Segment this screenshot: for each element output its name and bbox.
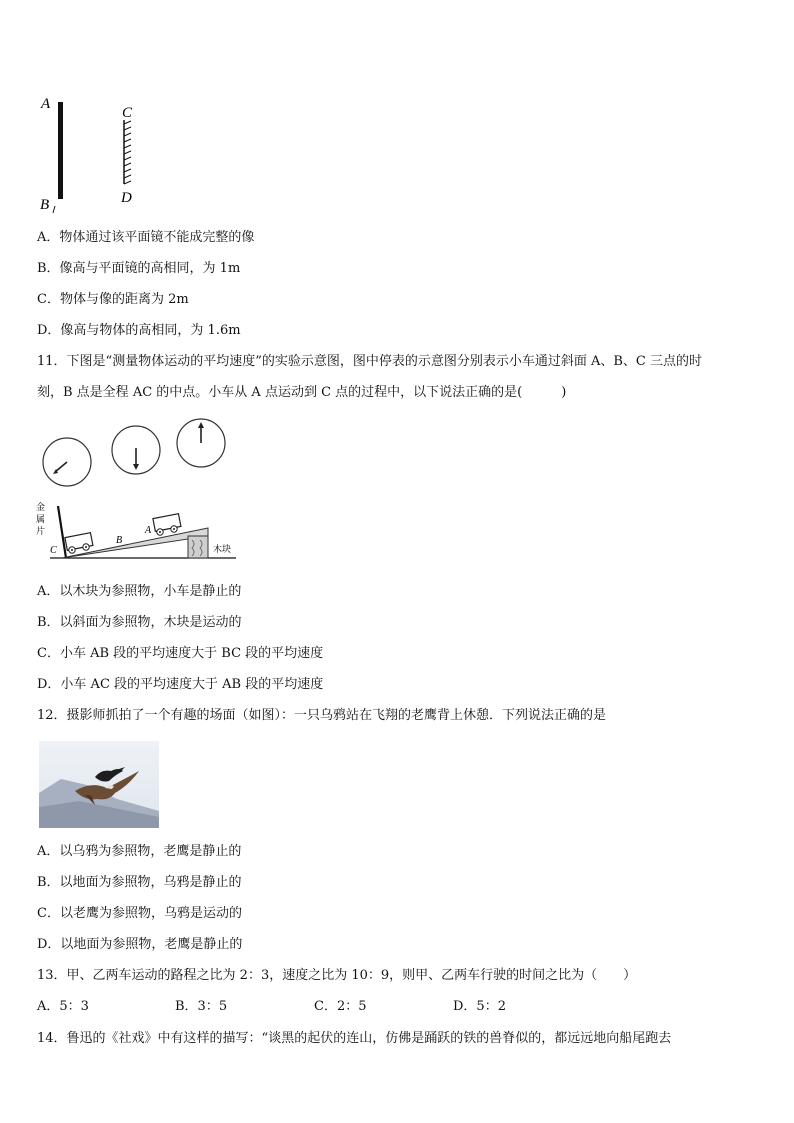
- incline-figure: [36, 500, 246, 566]
- stopwatch-c: [43, 438, 91, 486]
- q13-option-d: D．5：2: [453, 999, 506, 1014]
- label-c: C: [122, 105, 133, 121]
- q10-option-a: A．物体通过该平面镜不能成完整的像: [37, 230, 255, 245]
- stopwatch-a: [177, 419, 225, 467]
- q12-option-c: C．以老鹰为参照物，乌鸦是运动的: [37, 906, 242, 921]
- q12-option-d: D．以地面为参照物，老鹰是静止的: [37, 937, 243, 952]
- q13-stem: 13．甲、乙两车运动的路程之比为 2：3，速度之比为 10：9，则甲、乙两车行驶的时间之比为（ ）: [37, 968, 637, 983]
- q11-option-d: D．小车 AC 段的平均速度大于 AB 段的平均速度: [37, 677, 324, 692]
- mirror-hatching: [124, 121, 131, 184]
- label-a: A: [41, 96, 51, 112]
- label-metal-2: 属: [36, 515, 46, 525]
- q11-stem-line2: 刻，B 点是全程 AC 的中点。小车从 A 点运动到 C 点的过程中，以下说法正确的是( ): [37, 385, 567, 400]
- cart-at-a: [153, 514, 181, 536]
- label-b: B: [40, 197, 50, 213]
- stopwatch-b: [112, 426, 160, 474]
- object-rod: [58, 102, 63, 199]
- q10-option-c: C．物体与像的距离为 2m: [37, 292, 189, 307]
- q13-option-a: A．5：3: [37, 999, 89, 1014]
- cart-at-c: [65, 533, 93, 554]
- label-point-c: C: [50, 545, 57, 556]
- wood-block: [188, 536, 208, 558]
- label-metal-1: 金: [36, 503, 46, 513]
- q12-option-a: A．以乌鸦为参照物，老鹰是静止的: [37, 844, 242, 859]
- q10-option-d: D．像高与物体的高相同，为 1.6m: [37, 323, 241, 338]
- eagle-crow-photo: [39, 741, 159, 828]
- label-metal-3: 片: [36, 527, 46, 537]
- q10-option-b: B．像高与平面镜的高相同，为 1m: [37, 261, 241, 276]
- q11-option-a: A．以木块为参照物，小车是静止的: [37, 584, 242, 599]
- q13-option-b: B．3：5: [175, 999, 228, 1014]
- label-d: D: [121, 190, 132, 206]
- stopwatch-figure: [38, 418, 238, 490]
- label-point-b: B: [116, 535, 123, 546]
- label-block: 木块: [213, 545, 232, 555]
- mirror-figure: [38, 92, 148, 214]
- q12-option-b: B．以地面为参照物，乌鸦是静止的: [37, 875, 242, 890]
- q11-option-c: C．小车 AB 段的平均速度大于 BC 段的平均速度: [37, 646, 324, 661]
- q11-stem-line1: 11．下图是“测量物体运动的平均速度”的实验示意图，图中停表的示意图分别表示小车通过斜面 A、B、C 三点的时: [37, 354, 702, 369]
- metal-plate: [58, 506, 66, 558]
- label-point-a: A: [145, 525, 152, 536]
- q11-option-b: B．以斜面为参照物，木块是运动的: [37, 615, 242, 630]
- q13-option-c: C．2：5: [314, 999, 367, 1014]
- q12-stem: 12．摄影师抓拍了一个有趣的场面（如图）：一只乌鸦站在飞翔的老鹰背上休憩．下列说法正确的是: [37, 708, 607, 723]
- q14-stem: 14．鲁迅的《社戏》中有这样的描写：“谈黑的起伏的连山，仿佛是踊跃的铁的兽脊似的，都远远地向船尾跑去: [37, 1031, 672, 1046]
